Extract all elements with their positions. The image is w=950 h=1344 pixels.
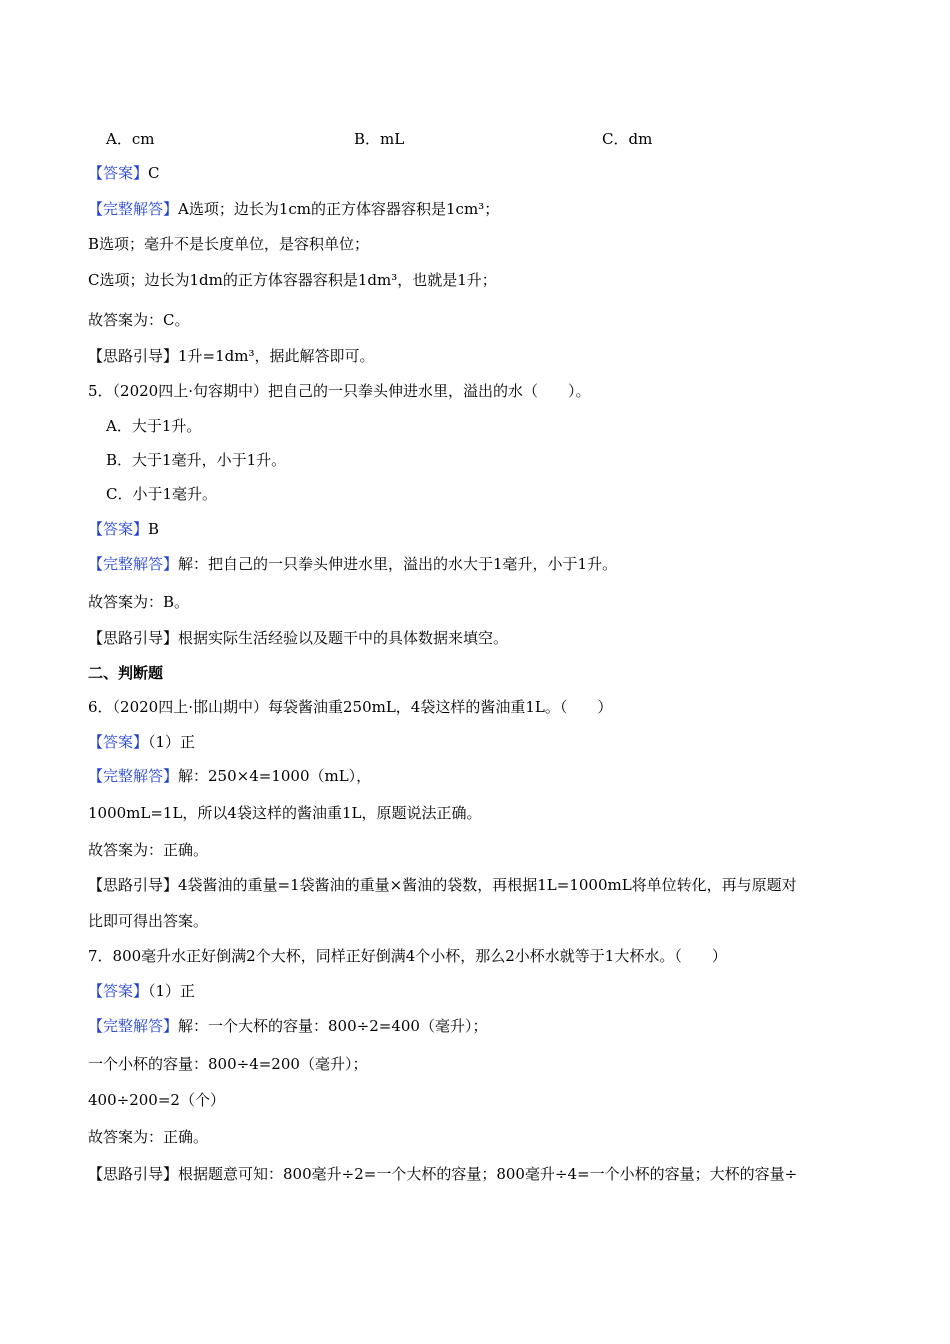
- q5-option-c: C．小于1毫升。: [106, 485, 218, 503]
- q4-full-line1: A选项；边长为1cm的正方体容器容积是1cm³；: [178, 200, 500, 218]
- q5-hint-text: 根据实际生活经验以及题干中的具体数据来填空。: [178, 629, 509, 647]
- q5-answer: [88, 517, 910, 541]
- q7-full-solution: [88, 1014, 910, 1038]
- q7-hint-text: 根据题意可知：800毫升÷2=一个大杯的容量；800毫升÷4=一个小杯的容量；大杯的容量÷: [178, 1165, 798, 1183]
- q6-hint: [88, 873, 910, 897]
- q6-full-line1: 解：250×4=1000（mL），: [178, 767, 372, 785]
- hint-tag: 【思路引导】: [88, 347, 179, 365]
- q6-full-line2: 1000mL=1L，所以4袋这样的酱油重1L，原题说法正确。: [88, 804, 482, 822]
- q6-answer: [88, 730, 910, 754]
- full-solution-tag: 【完整解答】: [88, 555, 179, 573]
- q7-full-line3: 400÷200=2（个）: [88, 1091, 225, 1109]
- answer-tag: 【答案】: [88, 520, 149, 538]
- q5-full-solution: [88, 552, 910, 576]
- q6-hint-text: 4袋酱油的重量=1袋酱油的重量×酱油的袋数，再根据1L=1000mL将单位转化，再与原题对: [178, 876, 797, 894]
- full-solution-tag: 【完整解答】: [88, 767, 179, 785]
- q6-question: 6．（2020四上·邯山期中）每袋酱油重250mL，4袋这样的酱油重1L。（ ）: [88, 698, 613, 716]
- q4-hint-text: 1升=1dm³，据此解答即可。: [178, 347, 375, 365]
- q6-full-line3: 故答案为：正确。: [88, 841, 209, 859]
- full-solution-tag: 【完整解答】: [88, 200, 179, 218]
- answer-tag: 【答案】: [88, 733, 149, 751]
- q7-question: 7．800毫升水正好倒满2个大杯，同样正好倒满4个小杯，那么2小杯水就等于1大杯水。（ ）: [88, 947, 727, 965]
- q7-answer: [88, 979, 910, 1003]
- q5-question: 5．（2020四上·句容期中）把自己的一只拳头伸进水里，溢出的水（ ）。: [88, 382, 591, 400]
- q4-answer-value: C: [148, 164, 160, 182]
- q7-full-line1: 解：一个大杯的容量：800÷2=400（毫升）；: [178, 1017, 488, 1035]
- hint-tag: 【思路引导】: [88, 876, 179, 894]
- q4-full-line3: C选项；边长为1dm的正方体容器容积是1dm³，也就是1升；: [88, 271, 497, 289]
- q5-option-b: B．大于1毫升，小于1升。: [106, 451, 287, 469]
- q6-full-solution: [88, 764, 910, 788]
- q5-full-line1: 解：把自己的一只拳头伸进水里，溢出的水大于1毫升，小于1升。: [178, 555, 618, 573]
- q5-option-a: A．大于1升。: [106, 417, 202, 435]
- q4-option-c: C．dm: [602, 130, 653, 148]
- hint-tag: 【思路引导】: [88, 629, 179, 647]
- q7-hint: [88, 1162, 910, 1186]
- full-solution-tag: 【完整解答】: [88, 1017, 179, 1035]
- q7-full-line2: 一个小杯的容量：800÷4=200（毫升）；: [88, 1055, 368, 1073]
- q4-full-line2: B选项；毫升不是长度单位，是容积单位；: [88, 235, 370, 253]
- q6-hint-line2: 比即可得出答案。: [88, 912, 209, 930]
- q5-answer-value: B: [148, 520, 160, 538]
- q5-full-line2: 故答案为：B。: [88, 593, 190, 611]
- q6-answer-value: （1）正: [148, 733, 196, 751]
- answer-tag: 【答案】: [88, 164, 149, 182]
- q4-full-line4: 故答案为：C。: [88, 311, 190, 329]
- q4-option-a: A．cm: [106, 130, 155, 148]
- q7-answer-value: （1）正: [148, 982, 196, 1000]
- answer-tag: 【答案】: [88, 982, 149, 1000]
- q4-hint: [88, 344, 910, 368]
- q4-answer: [88, 161, 910, 185]
- q7-full-line4: 故答案为：正确。: [88, 1128, 209, 1146]
- q5-hint: [88, 626, 910, 650]
- section-title: 二、判断题: [88, 664, 164, 682]
- q4-option-b: B．mL: [354, 130, 405, 148]
- hint-tag: 【思路引导】: [88, 1165, 179, 1183]
- q4-full-solution: [88, 197, 910, 221]
